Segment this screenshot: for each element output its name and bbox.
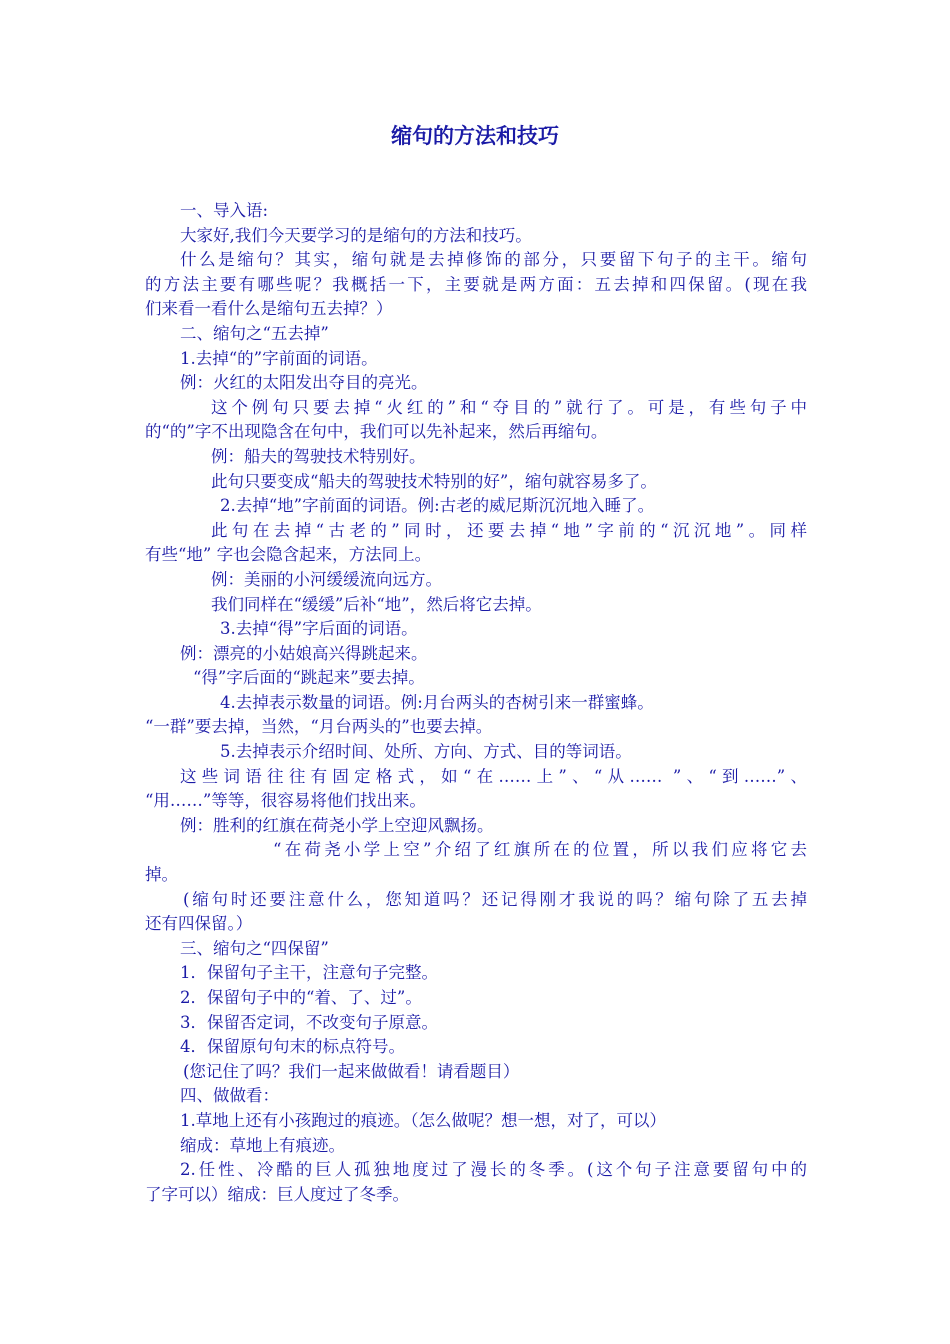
section-heading-intro: 一、导入语: [180, 201, 269, 220]
section-heading-five-remove: 二、缩句之“五去掉” [180, 323, 329, 343]
rule-item: 3.去掉“得”字后面的词语。 [220, 619, 418, 639]
rule-item: 2．保留句子中的“着、了、过”。 [180, 988, 422, 1007]
paragraph-line: 的方法主要有哪些呢？我概括一下，主要就是两方面：五去掉和四保留。(现在我 [145, 274, 807, 294]
rule-item: 4．保留原句句末的标点符号。 [180, 1037, 405, 1057]
rule-item: 5.去掉表示介绍时间、处所、方向、方式、目的等词语。 [220, 742, 632, 762]
exercise-answer: 缩成：草地上有痕迹。 [180, 1135, 345, 1155]
paragraph-line: 还有四保留。） [145, 914, 253, 934]
exercise-item: 2.任性、冷酷的巨人孤独地度过了漫长的冬季。(这个句子注意要留句中的 [180, 1160, 807, 1180]
paragraph-line: 们来看一看什么是缩句五去掉？） [145, 299, 393, 319]
example-line: 例：火红的太阳发出夺目的亮光。 [180, 373, 428, 393]
example-line: 例：胜利的红旗在荷尧小学上空迎风飘扬。 [180, 815, 494, 835]
paragraph-line: (缩句时还要注意什么，您知道吗？还记得刚才我说的吗？缩句除了五去掉 [183, 889, 807, 909]
rule-item: 2.去掉“地”字前面的词语。例:古老的威尼斯沉沉地入睡了。 [220, 496, 655, 516]
paragraph-line: “在荷尧小学上空”介绍了红旗所在的位置，所以我们应将它去 [273, 840, 807, 860]
rule-item: 3．保留否定词，不改变句子原意。 [180, 1012, 438, 1032]
rule-item: 1．保留句子主干，注意句子完整。 [180, 963, 438, 983]
paragraph-line: 这个例句只要去掉“火红的”和“夺目的”就行了。可是，有些句子中 [211, 397, 807, 417]
paragraph-line: 大家好,我们今天要学习的是缩句的方法和技巧。 [180, 225, 532, 245]
section-heading-four-keep: 三、缩句之“四保留” [180, 938, 329, 958]
paragraph-line: 的“的”字不出现隐含在句中，我们可以先补起来，然后再缩句。 [145, 422, 608, 442]
paragraph-line: “用……”等等，很容易将他们找出来。 [145, 791, 426, 811]
paragraph-line: 此句在去掉“古老的”同时，还要去掉“地”字前的“沉沉地”。同样 [211, 520, 807, 540]
example-line: 例：美丽的小河缓缓流向远方。 [211, 569, 442, 589]
paragraph-line: 什么是缩句？其实，缩句就是去掉修饰的部分，只要留下句子的主干。缩句 [180, 250, 807, 270]
paragraph-line: 我们同样在“缓缓”后补“地”，然后将它去掉。 [211, 594, 542, 614]
document-body [145, 199, 807, 1207]
example-line: 例：漂亮的小姑娘高兴得跳起来。 [180, 643, 428, 663]
exercise-item: 1.草地上还有小孩跑过的痕迹。（怎么做呢？想一想，对了，可以） [180, 1110, 666, 1130]
paragraph-line: “得”字后面的“跳起来”要去掉。 [193, 668, 425, 688]
exercise-answer: 了字可以）缩成：巨人度过了冬季。 [145, 1184, 409, 1204]
section-heading-practice: 四、做做看： [180, 1086, 279, 1106]
document-title: 缩句的方法和技巧 [391, 124, 559, 148]
paragraph-line: (您记住了吗？我们一起来做做看！请看题目） [183, 1061, 520, 1081]
rule-item: 1.去掉“的”字前面的词语。 [180, 348, 378, 368]
paragraph-line: 此句只要变成“船夫的驾驶技术特别的好”，缩句就容易多了。 [211, 471, 657, 491]
paragraph-line: 有些“地” 字也会隐含起来，方法同上。 [145, 545, 432, 565]
rule-item: 4.去掉表示数量的词语。例:月台两头的杏树引来一群蜜蜂。 [220, 692, 654, 712]
paragraph-line: 掉。 [145, 865, 178, 885]
paragraph-line: 这些词语往往有固定格式，如“在……上”、“从…… ”、“到……”、 [180, 766, 807, 786]
example-line: 例：船夫的驾驶技术特别好。 [211, 446, 426, 466]
paragraph-line: “一群”要去掉，当然，“月台两头的”也要去掉。 [145, 717, 493, 737]
